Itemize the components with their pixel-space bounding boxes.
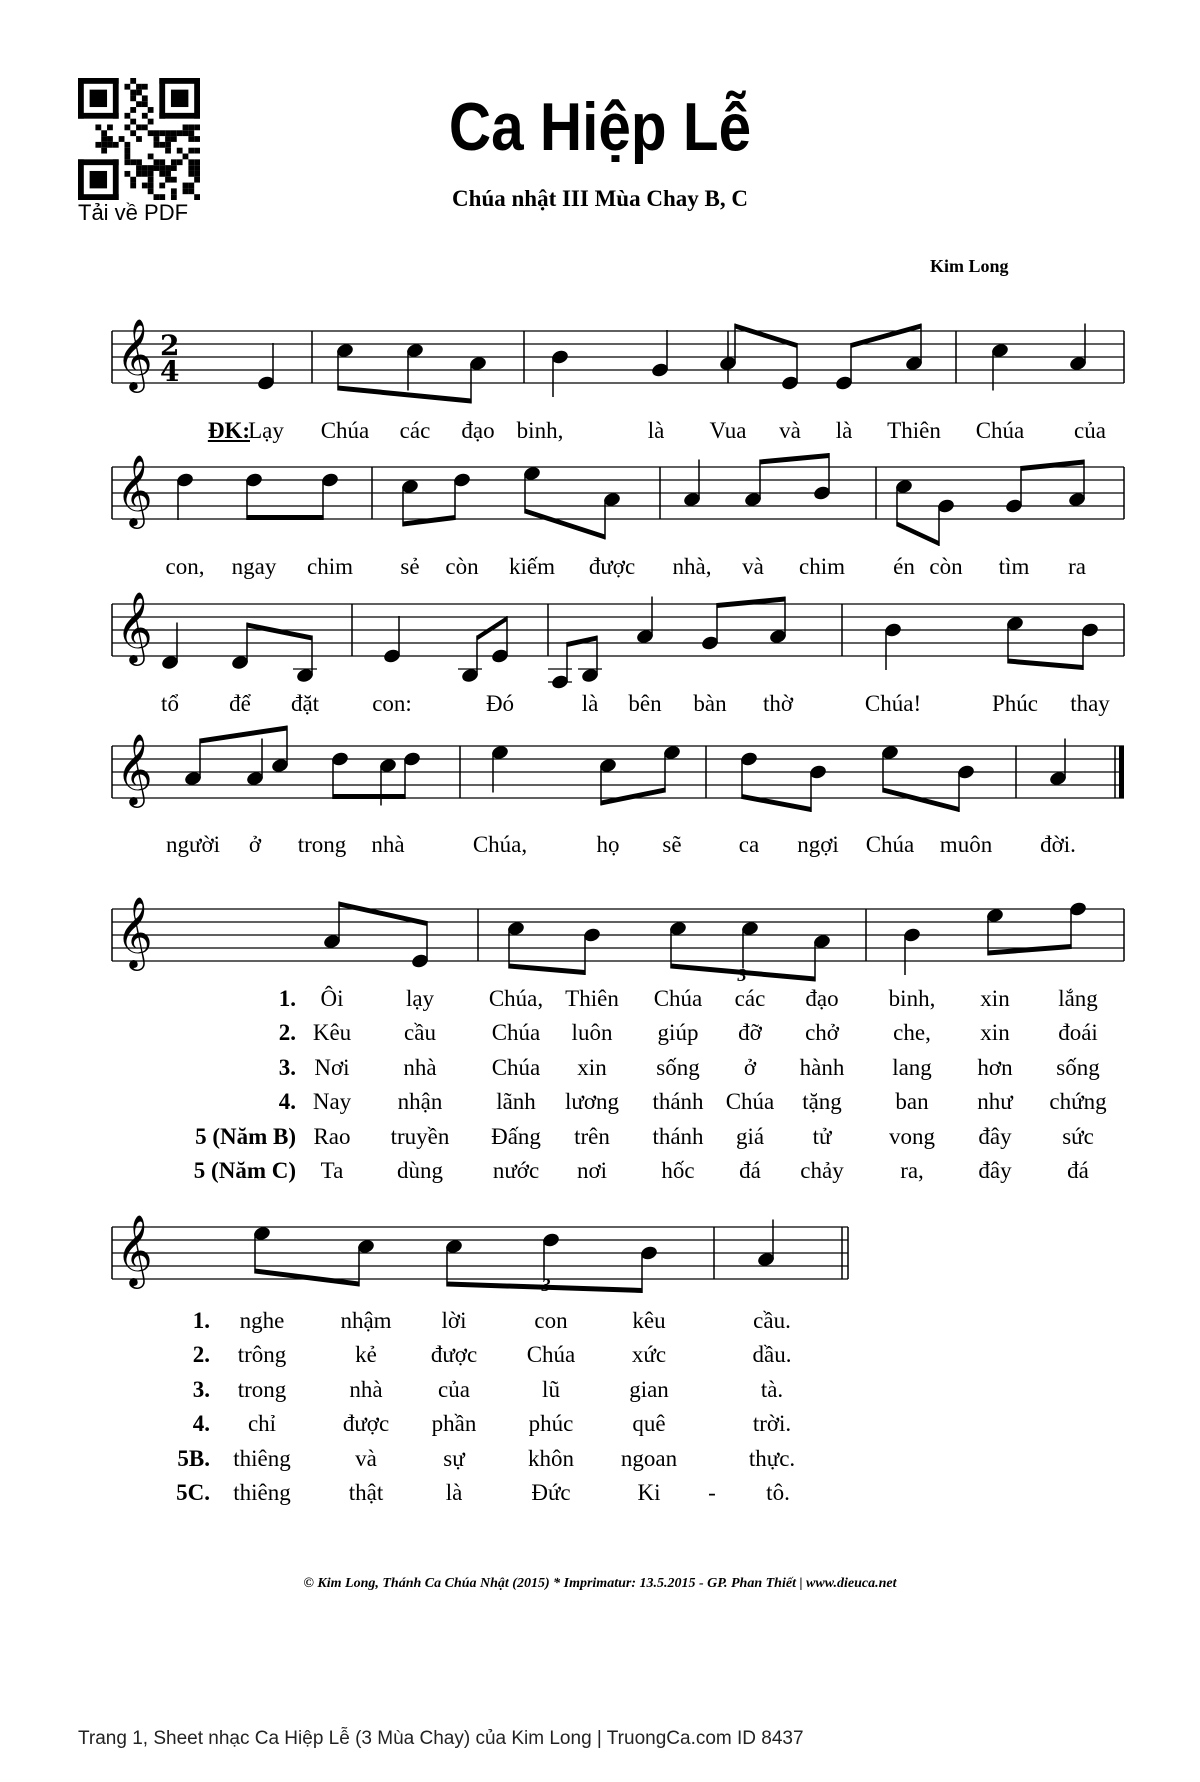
lyric-word: người: [165, 832, 221, 857]
treble-clef-icon: 𝄞: [116, 453, 153, 526]
lyric-word: đời.: [1040, 832, 1076, 857]
lyric-word: lũ: [542, 1377, 560, 1402]
note-beam: [247, 515, 323, 520]
lyric-word: còn: [929, 554, 963, 579]
lyric-word: và: [779, 418, 801, 443]
lyric-word: tặng: [802, 1089, 842, 1114]
note-beam: [403, 515, 455, 527]
lyric-word: nhà: [371, 832, 405, 857]
lyric-word: trong: [297, 832, 347, 857]
lyric-word: đạo: [805, 986, 839, 1011]
lyric-word: Chúa: [320, 418, 370, 443]
lyric-word: xin: [980, 1020, 1010, 1045]
lyric-verse-label: 5 (Năm C): [193, 1158, 296, 1183]
lyric-word: kêu: [632, 1308, 666, 1333]
lyric-word: gian: [629, 1377, 669, 1402]
lyric-word: Nay: [312, 1089, 352, 1114]
lyric-word: Ta: [320, 1158, 344, 1183]
triplet-mark: 3: [541, 1275, 551, 1295]
lyric-word: đạo: [461, 418, 495, 443]
lyric-word: tìm: [998, 554, 1030, 579]
lyric-word: họ: [596, 832, 620, 857]
lyric-word: Chúa: [975, 418, 1025, 443]
lyric-word: quê: [632, 1411, 666, 1436]
composer-name: Kim Long: [930, 256, 1009, 276]
lyric-word: sống: [656, 1055, 700, 1080]
lyric-word: hành: [799, 1055, 845, 1080]
lyric-word: lắng: [1058, 986, 1098, 1011]
lyric-word: lang: [892, 1055, 932, 1080]
lyric-word: chim: [307, 554, 353, 579]
time-signature-top: 2: [160, 329, 180, 362]
lyric-word: ở: [743, 1055, 757, 1080]
lyric-word: được: [430, 1342, 478, 1367]
note-beam: [1008, 659, 1083, 671]
lyric-word: để: [229, 691, 251, 716]
lyric-word: lạy: [405, 986, 435, 1011]
lyric-word: vong: [889, 1124, 935, 1149]
lyric-verse-label: 1.: [192, 1308, 210, 1333]
lyric-word: kiếm: [509, 554, 555, 579]
lyric-word: chỉ: [247, 1411, 277, 1436]
note-beam: [509, 964, 585, 976]
lyric-word: -: [708, 1480, 716, 1505]
lyric-word: sống: [1056, 1055, 1100, 1080]
lyric-word: sự: [443, 1446, 465, 1471]
note-beam: [333, 794, 405, 799]
note-beam: [200, 726, 287, 744]
lyric-word: chim: [799, 554, 845, 579]
lyric-word: ra: [1068, 554, 1086, 579]
lyric-word: luôn: [571, 1020, 613, 1045]
lyric-word: ngợi: [797, 832, 839, 857]
lyric-verse-label: 5B.: [177, 1446, 210, 1471]
lyric-word: bàn: [693, 691, 727, 716]
lyric-word: sức: [1062, 1124, 1094, 1149]
note-beam: [883, 788, 959, 813]
lyric-word: con,: [165, 554, 205, 579]
lyric-word: cầu: [404, 1020, 436, 1045]
lyric-word: nhận: [397, 1089, 443, 1114]
lyric-word: là: [581, 691, 599, 716]
lyric-word: nước: [492, 1158, 540, 1183]
lyric-word: Chúa,: [488, 986, 544, 1011]
lyric-word: thờ: [762, 691, 794, 716]
lyric-word: Ki: [637, 1480, 661, 1505]
lyric-word: lương: [564, 1089, 620, 1114]
lyric-word: ngoan: [620, 1446, 678, 1471]
lyric-word: chứng: [1049, 1089, 1107, 1114]
lyric-word: én: [893, 554, 915, 579]
lyric-word: ban: [895, 1089, 929, 1114]
lyric-word: phần: [431, 1411, 477, 1436]
lyric-word: nhà: [403, 1055, 437, 1080]
lyric-word: binh,: [888, 986, 936, 1011]
lyric-verse-label: 3.: [278, 1055, 296, 1080]
lyric-verse-label: 5C.: [176, 1480, 210, 1505]
lyric-word: Kêu: [312, 1020, 352, 1045]
lyric-word: các: [734, 986, 766, 1011]
note-beam: [760, 453, 829, 465]
lyric-word: xin: [577, 1055, 607, 1080]
lyric-word: đoái: [1058, 1020, 1098, 1045]
lyric-word: được: [342, 1411, 390, 1436]
lyric-word: ra,: [900, 1158, 924, 1183]
lyric-word: là: [647, 418, 665, 443]
lyric-word: thiêng: [233, 1446, 291, 1471]
note-beam: [717, 597, 785, 609]
lyric-word: Chúa: [526, 1342, 576, 1367]
lyric-word: đặt: [290, 691, 320, 716]
lyric-word: trời.: [752, 1411, 792, 1436]
lyric-word: Rao: [313, 1124, 351, 1149]
lyric-word: lời: [441, 1308, 467, 1333]
lyric-word: giúp: [657, 1020, 699, 1045]
lyric-word: ở: [248, 832, 262, 857]
page-info: Trang 1, Sheet nhạc Ca Hiệp Lễ (3 Mùa Chay) của Kim Long | TruongCa.com ID 8437: [78, 1728, 804, 1749]
lyric-word: tô.: [766, 1480, 790, 1505]
note-beam: [988, 944, 1071, 956]
lyric-word: khôn: [528, 1446, 574, 1471]
lyric-verse-label: ĐK:: [207, 418, 250, 443]
lyric-word: cầu.: [753, 1308, 791, 1333]
lyric-word: Chúa!: [864, 691, 922, 716]
copyright-footer: © Kim Long, Thánh Ca Chúa Nhật (2015) * Imprimatur: 13.5.2015 - GP. Phan Thiết | www.dieuca.net: [303, 1576, 897, 1591]
lyric-word: Chúa: [491, 1020, 541, 1045]
lyric-word: giá: [735, 1124, 765, 1149]
lyric-verse-label: 4.: [278, 1089, 296, 1114]
lyric-word: nhà: [349, 1377, 383, 1402]
note-beam: [897, 522, 939, 547]
lyric-word: xức: [631, 1342, 667, 1367]
lyric-word: ca: [738, 832, 760, 857]
lyric-word: trong: [237, 1377, 287, 1402]
lyric-word: Vua: [709, 418, 747, 443]
lyric-word: sẽ: [662, 832, 682, 857]
lyric-word: và: [742, 554, 764, 579]
qr-download-caption[interactable]: Tải về PDF: [78, 200, 189, 225]
lyric-word: Thiên: [887, 418, 941, 443]
final-barline: [1119, 746, 1124, 798]
lyric-word: Chúa: [725, 1089, 775, 1114]
lyric-word: tà.: [760, 1377, 784, 1402]
note-beam: [601, 788, 665, 806]
lyric-verse-label: 2.: [192, 1342, 210, 1367]
lyric-word: còn: [445, 554, 479, 579]
lyric-word: các: [399, 418, 431, 443]
lyric-word: Ôi: [320, 986, 344, 1011]
lyric-word: Chúa,: [472, 832, 528, 857]
note-beam: [247, 623, 312, 641]
lyric-word: xin: [980, 986, 1010, 1011]
lyric-word: được: [588, 554, 636, 579]
lyric-verse-label: 5 (Năm B): [195, 1124, 296, 1149]
lyric-word: Nơi: [314, 1055, 350, 1080]
lyric-word: muôn: [939, 832, 993, 857]
lyric-verse-label: 4.: [192, 1411, 210, 1436]
lyric-word: đây: [978, 1124, 1012, 1149]
treble-clef-icon: 𝄞: [116, 1213, 153, 1286]
note-beam: [567, 636, 597, 648]
lyric-word: là: [835, 418, 853, 443]
treble-clef-icon: 𝄞: [116, 895, 153, 968]
lyric-word: Đấng: [491, 1124, 541, 1149]
triplet-mark: 3: [737, 965, 747, 985]
lyric-verse-label: 3.: [192, 1377, 210, 1402]
song-title: Ca Hiệp Lễ: [448, 89, 752, 165]
lyric-word: là: [445, 1480, 463, 1505]
note-beam: [525, 509, 605, 540]
lyric-word: nghe: [239, 1308, 285, 1333]
lyric-word: thật: [348, 1480, 384, 1505]
lyric-word: che,: [893, 1020, 931, 1045]
time-signature-bottom: 4: [160, 355, 180, 388]
note-beam: [255, 1269, 359, 1287]
lyric-word: Thiên: [565, 986, 619, 1011]
treble-clef-icon: 𝄞: [116, 732, 153, 805]
lyric-word: tổ: [161, 691, 179, 716]
lyric-word: đá: [739, 1158, 761, 1183]
lyric-word: lãnh: [496, 1089, 536, 1114]
lyric-word: Đó: [485, 691, 515, 716]
lyric-word: Đức: [531, 1480, 571, 1505]
lyric-word: truyền: [390, 1124, 450, 1149]
lyric-word: phúc: [528, 1411, 574, 1436]
lyric-word: thay: [1070, 691, 1110, 716]
staff-system-6: [0, 1167, 1200, 1347]
lyric-word: Chúa: [491, 1055, 541, 1080]
lyric-word: đá: [1067, 1158, 1089, 1183]
lyric-word: đỡ: [738, 1020, 762, 1045]
note-beam: [1021, 460, 1084, 472]
lyric-word: sẻ: [400, 554, 420, 579]
lyric-word: chở: [805, 1020, 839, 1045]
lyric-word: bên: [628, 691, 662, 716]
lyric-word: hốc: [661, 1158, 695, 1183]
lyric-word: nhà,: [672, 554, 712, 579]
lyric-word: hơn: [977, 1055, 1013, 1080]
lyric-word: chảy: [800, 1158, 844, 1183]
lyric-word: Lạy: [248, 418, 284, 443]
lyric-verse-label: 2.: [278, 1020, 296, 1045]
lyric-word: thánh: [652, 1124, 704, 1149]
lyric-word: thiêng: [233, 1480, 291, 1505]
lyric-verse-label: 1.: [278, 986, 296, 1011]
lyric-word: thánh: [652, 1089, 704, 1114]
treble-clef-icon: 𝄞: [116, 590, 153, 663]
lyric-word: trên: [574, 1124, 610, 1149]
lyric-word: nơi: [576, 1158, 608, 1183]
lyric-word: của: [1074, 418, 1106, 443]
lyric-word: đây: [978, 1158, 1012, 1183]
lyric-word: trông: [237, 1342, 287, 1367]
lyric-word: Chúa: [865, 832, 915, 857]
lyric-word: dầu.: [752, 1342, 792, 1367]
note-beam: [742, 794, 811, 812]
song-subtitle: Chúa nhật III Mùa Chay B, C: [452, 186, 748, 211]
lyric-word: binh,: [516, 418, 564, 443]
lyric-word: kẻ: [355, 1342, 377, 1367]
lyric-word: của: [438, 1377, 470, 1402]
lyric-word: và: [355, 1446, 377, 1471]
lyric-word: Phúc: [992, 691, 1038, 716]
note-beam: [477, 616, 507, 641]
lyric-word: như: [977, 1089, 1013, 1114]
lyric-word: ngay: [231, 554, 277, 579]
lyric-word: con: [534, 1308, 568, 1333]
lyric-word: tử: [812, 1124, 832, 1149]
note-beam: [338, 386, 471, 404]
lyric-word: con:: [372, 691, 412, 716]
lyric-word: dùng: [397, 1158, 443, 1183]
treble-clef-icon: 𝄞: [116, 317, 153, 390]
lyric-word: thực.: [748, 1446, 796, 1471]
lyric-word: Chúa: [653, 986, 703, 1011]
lyric-word: nhậm: [340, 1308, 392, 1333]
